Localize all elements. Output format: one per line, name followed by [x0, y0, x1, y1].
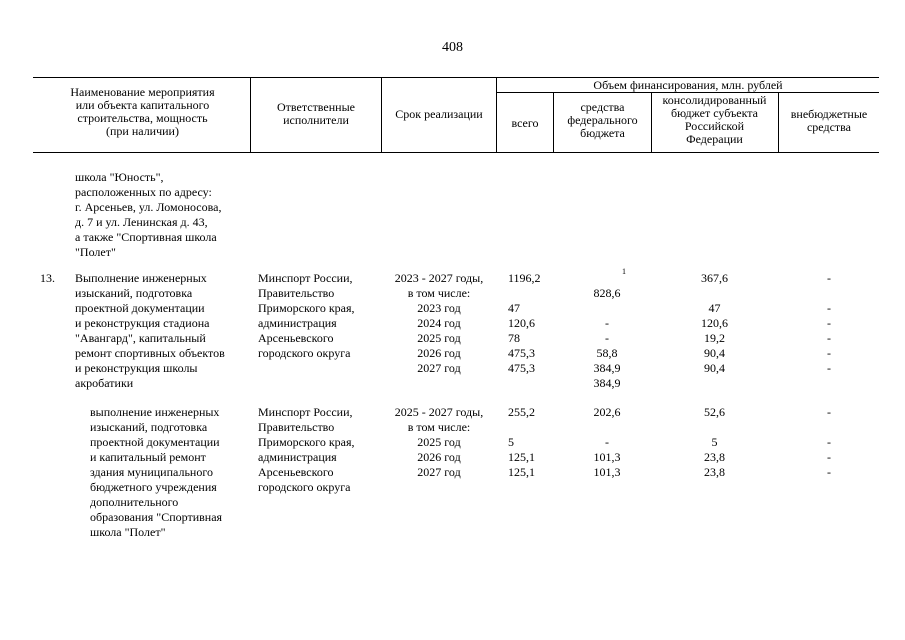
header-extrabudget: внебюджетные средства	[790, 107, 868, 134]
continuation-name: школа "Юность", расположенных по адресу: г. Арсеньев, ул. Ломоносова, д. 7 и ул. Ленинская д. 43, а также "Спортивная школа "Полет"	[75, 170, 222, 259]
row13sub-name: выполнение инженерных изысканий, подготовка проектной документации и капитальный ремонт здания муниципального бюджетного учреждения дополнительного образования "Спортивная школа "Полет"	[90, 405, 223, 539]
col-divider-3	[496, 77, 497, 152]
row13-period: 2023 - 2027 годы, в том числе: 2023 год 2024 год 2025 год 2026 год 2027 год	[394, 271, 484, 375]
row13-federal-footnote: 1	[622, 267, 626, 276]
header-total: всего	[511, 116, 539, 130]
row13-name: Выполнение инженерных изысканий, подготовка проектной документации и реконструкция стадиона "Авангард", капитальный ремонт спортивных объектов и реконструкция школы акробатики	[75, 271, 225, 390]
row13sub-responsible: Минспорт России, Правительство Приморского края, администрация Арсеньевского городского округа	[258, 405, 355, 494]
row13-regional: 367,6 47 120,6 19,2 90,4 90,4	[701, 271, 728, 375]
col-divider-1	[250, 77, 251, 152]
row13-federal-values: 828,6 - - 58,8 384,9 384,9	[593, 286, 621, 390]
header-funding: Объем финансирования, млн. рублей	[593, 78, 783, 92]
row13-number: 13.	[40, 271, 55, 285]
header-federal: средства федерального бюджета	[567, 100, 638, 140]
row13sub-total: 255,2 5 125,1 125,1	[508, 405, 535, 479]
page-number: 408	[442, 40, 463, 55]
col-divider-2	[381, 77, 382, 152]
row13sub-period: 2025 - 2027 годы, в том числе: 2025 год 2026 год 2027 год	[394, 405, 484, 479]
row13-responsible: Минспорт России, Правительство Приморского края, администрация Арсеньевского городского округа	[258, 271, 355, 360]
header-regional: консолидированный бюджет субъекта Российской Федерации	[662, 93, 767, 146]
row13sub-extrabudget: - - - -	[827, 405, 831, 479]
header-responsible: Ответственные исполнители	[277, 100, 355, 127]
col-divider-4	[553, 92, 554, 152]
header-name: Наименование мероприятия или объекта капитального строительства, мощность (при наличии)	[70, 85, 215, 138]
header-bottom-rule	[33, 152, 879, 153]
row13-extrabudget: - - - - - -	[827, 271, 831, 375]
row13-federal	[562, 271, 652, 391]
row13-total: 1196,2 47 120,6 78 475,3 475,3	[508, 271, 541, 375]
header-period: Срок реализации	[395, 107, 483, 121]
row13sub-federal: 202,6 - 101,3 101,3	[593, 405, 621, 479]
row13sub-regional: 52,6 5 23,8 23,8	[704, 405, 725, 479]
